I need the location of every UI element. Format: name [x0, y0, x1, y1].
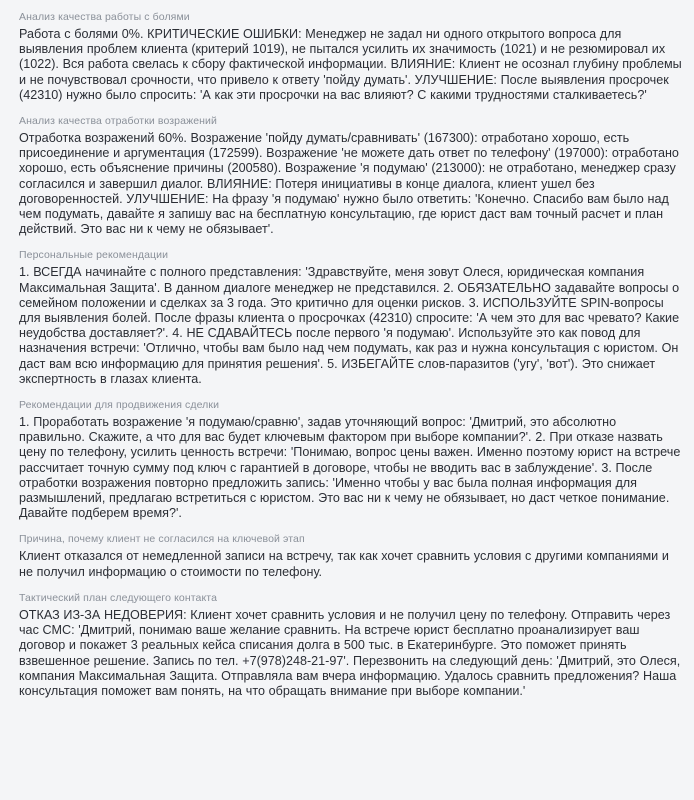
- section-deal-recommendations: [19, 398, 684, 521]
- section-refusal-reason: [19, 532, 684, 579]
- section-tactical-plan: [19, 591, 684, 699]
- section-body: Работа с болями 0%. КРИТИЧЕСКИЕ ОШИБКИ: Менеджер не задал ни одного открытого вопроса для выявления проблем клиента (критерий 1019), не пытался усилить их значимость (1021) и не резюмировал их (1022). Вся работа свелась к сбору фактической информации. ВЛИЯНИЕ: Клиент не осознал глубину проблемы и не почувствовал срочности, что привело к ответу 'пойду думать'. УЛУЧШЕНИЕ: После выявления просрочек (42310) нужно было спросить: 'А как эти просрочки на вас влияют? С какими трудностями сталкиваетесь?': [19, 27, 682, 102]
- section-pain-analysis: [19, 10, 684, 103]
- section-title: Анализ качества отработки возражений: [19, 115, 217, 128]
- section-body: 1. ВСЕГДА начинайте с полного представления: 'Здравствуйте, меня зовут Олеся, юридическая компания Максимальная Защита'. В данном диалоге менеджер не представился. 2. ОБЯЗАТЕЛЬНО задавайте вопросы о семейном положении и сделках за 3 года. Это критично для оценки рисков. 3. ИСПОЛЬЗУЙТЕ SPIN-вопросы для выявления болей. После фразы клиента о просрочках (42310) спросите: 'А чем это для вас чревато? Какие неудобства доставляет?'. 4. НЕ СДАВАЙТЕСЬ после первого 'я подумаю'. Используйте это как повод для назначения встречи: 'Отлично, чтобы вам было над чем подумать, как раз и нужна консультация с юристом. Он даст вам всю информацию для принятия решения'. 5. ИЗБЕГАЙТЕ слов-паразитов ('угу', 'вот'). Это снижает экспертность в глазах клиента.: [19, 265, 680, 386]
- section-body: Отработка возражений 60%. Возражение 'пойду думать/сравнивать' (167300): отработано хорошо, есть присоединение и аргументация (172599). Возражение 'не можете дать ответ по телефону' (197000): отработано хорошо, есть объяснение причины (200580). Возражение 'я подумаю' (213000): не отработано, менеджер сразу согласился и завершил диалог. ВЛИЯНИЕ: Потеря инициативы в конце диалога, клиент ушел без договоренностей. УЛУЧШЕНИЕ: На фразу 'я подумаю' нужно было ответить: 'Конечно. Спасибо вам было над чем подумать, давайте я запишу вас на бесплатную консультацию, где юрист даст вам точный расчет и план действий. Это вас ни к чему не обязывает'.: [19, 131, 679, 237]
- section-title: Тактический план следующего контакта: [19, 591, 218, 604]
- section-title: Персональные рекомендации: [19, 249, 169, 262]
- section-title: Причина, почему клиент не согласился на ключевой этап: [19, 533, 305, 546]
- section-objection-analysis: [19, 114, 684, 237]
- section-title: Анализ качества работы с болями: [19, 11, 190, 23]
- section-personal-recommendations: [19, 248, 684, 387]
- section-body: 1. Проработать возражение 'я подумаю/сравню', задав уточняющий вопрос: 'Дмитрий, это абсолютно правильно. Скажите, а что для вас будет ключевым фактором при выборе компании?'. 2. При отказе назвать цену по телефону, усилить ценность встречи: 'Понимаю, вопрос цены важен. Именно поэтому юрист на встрече рассчитает точную сумму под ключ с гарантией в договоре, чтобы не вводить вас в заблуждение'. 3. После отработки возражения повторно предложить запись: 'Именно чтобы у вас была полная информация для размышлений, предлагаю встретиться с юристом. Это вас ни к чему не обязывает, но даст четкое понимание. Давайте подберем время?'.: [19, 415, 681, 521]
- section-title: Рекомендации для продвижения сделки: [19, 399, 220, 412]
- section-body: Клиент отказался от немедленной записи на встречу, так как хочет сравнить условия с другими компаниями и не получил информацию о стоимости по телефону.: [19, 549, 669, 579]
- section-body: ОТКАЗ ИЗ-ЗА НЕДОВЕРИЯ: Клиент хочет сравнить условия и не получил цену по телефону. Отправить через час СМС: 'Дмитрий, понимаю ваше желание сравнить. На встрече юрист бесплатно проанализирует ваш договор и покажет 3 реальных кейса списания долга в 500 тыс. в Екатеринбурге. Это поможет принять взвешенное решение. Запись по тел. +7(978)248-21-97'. Перезвонить на следующий день: 'Дмитрий, это Олеся, компания Максимальная Защита. Отправляла вам вчера информацию. Удалось сравнить предложения? Наша консультация поможет вам понять, на что обращать внимание при выборе компании.': [19, 607, 681, 698]
